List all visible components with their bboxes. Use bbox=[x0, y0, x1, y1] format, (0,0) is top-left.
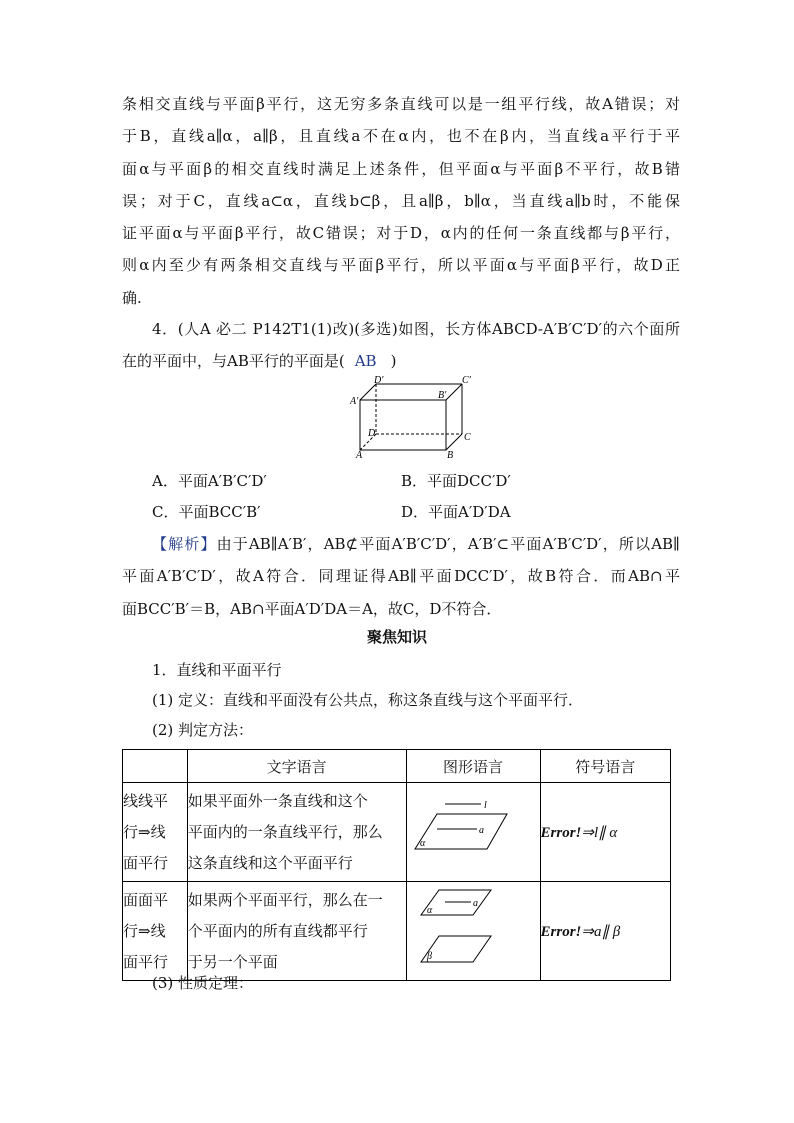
label-b-prime: B′ bbox=[438, 390, 447, 401]
label-d-prime: D′ bbox=[374, 375, 384, 386]
criteria-table bbox=[122, 749, 671, 981]
option-d: D．平面A′D′DA bbox=[401, 503, 511, 521]
question-4-stem: 在的平面中，与AB平行的平面是( bbox=[122, 352, 345, 371]
property-line: (3) 性质定理： bbox=[152, 974, 254, 992]
label-d: D bbox=[368, 428, 376, 439]
question-4 bbox=[122, 313, 680, 378]
row-1-symbol-rest: ⇒l∥ α bbox=[581, 824, 618, 841]
question-4-line-1: 4．(人A 必二 P142T1(1)改)(多选)如图，长方体ABCD-A′B′C′D′的六个面所 bbox=[152, 320, 680, 338]
section-item-1: 1．直线和平面平行 bbox=[152, 661, 282, 679]
row-1-name bbox=[123, 783, 188, 882]
question-4-answer: AB bbox=[354, 352, 377, 371]
intro-paragraph bbox=[122, 88, 680, 314]
analysis-line-1 bbox=[122, 528, 680, 560]
row-2-symbol bbox=[540, 882, 670, 981]
edge-a-prime-d-prime bbox=[360, 384, 376, 400]
analysis-tag: 【解析】 bbox=[152, 535, 217, 553]
row-2-text-line-1: 如果两个平面平行，那么在一 bbox=[187, 890, 383, 909]
row-2-name-line-3: 面平行 bbox=[123, 952, 169, 971]
row-2-figure-cell bbox=[406, 882, 540, 981]
row-1-name-line-3: 面平行 bbox=[123, 853, 169, 872]
row-1-name-line-2: 行⇒线 bbox=[123, 822, 166, 841]
row-1-text bbox=[187, 783, 406, 882]
definition-line: (1) 定义：直线和平面没有公共点，称这条直线与这个平面平行． bbox=[152, 691, 584, 709]
analysis bbox=[122, 528, 680, 625]
row-1-symbol bbox=[540, 783, 670, 882]
edge-b-prime-c-prime bbox=[446, 384, 462, 400]
method-line: (2) 判定方法： bbox=[152, 721, 254, 739]
label-a-prime: A′ bbox=[350, 396, 359, 407]
table-header-symbol: 符号语言 bbox=[540, 750, 670, 783]
label-beta: β bbox=[426, 951, 432, 962]
row-1-text-line-2: 平面内的一条直线平行，那么 bbox=[187, 822, 383, 841]
row-2-text-line-2: 个平面内的所有直线都平行 bbox=[187, 921, 368, 940]
row-2-name-line-2: 行⇒线 bbox=[123, 921, 166, 940]
row-1-figure bbox=[407, 783, 540, 877]
label-c-prime: C′ bbox=[462, 375, 471, 386]
row-2-figure bbox=[407, 882, 540, 976]
label-c: C bbox=[464, 432, 471, 443]
option-b: B．平面DCC′D′ bbox=[401, 472, 511, 490]
row-2-text bbox=[187, 882, 406, 981]
analysis-line-2: 平面A′B′C′D′，故A符合．同理证得AB∥平面DCC′D′，故B符合．而AB∩平 bbox=[122, 567, 680, 586]
intro-line-7: 确. bbox=[122, 288, 142, 307]
analysis-text-1: 由于AB∥A′B′，AB⊄平面A′B′C′D′，A′B′⊂平面A′B′C′D′，所以AB∥ bbox=[216, 535, 680, 553]
table-header-row bbox=[123, 750, 671, 783]
intro-line-3: 面α与平面β的相交直线时满足上述条件，但平面α与平面β不平行，故B错 bbox=[122, 159, 680, 178]
label-alpha: α bbox=[419, 838, 425, 849]
plane-alpha bbox=[415, 814, 507, 849]
label-alpha: α bbox=[426, 905, 432, 916]
intro-line-6: 则α内至少有两条相交直线与平面β平行，所以平面α与平面β平行，故D正 bbox=[122, 256, 680, 275]
row-2-text-line-3: 于另一个平面 bbox=[187, 952, 278, 971]
intro-line-5: 证平面α与平面β平行，故C错误；对于D，α内的任何一条直线都与β平行， bbox=[122, 224, 680, 243]
table-header-figure: 图形语言 bbox=[406, 750, 540, 783]
label-b: B bbox=[447, 450, 454, 460]
label-a: a bbox=[472, 898, 478, 909]
row-2-error: Error! bbox=[540, 923, 582, 940]
row-2-symbol-rest: ⇒a∥ β bbox=[581, 923, 621, 940]
intro-line-2: 于B，直线a∥α，a∥β，且直线a不在α内，也不在β内，当直线a平行于平 bbox=[122, 127, 680, 146]
question-4-line-2 bbox=[122, 345, 680, 377]
question-4-close-paren: ) bbox=[390, 352, 397, 371]
option-a: A．平面A′B′C′D′ bbox=[152, 472, 267, 490]
row-2-name bbox=[123, 882, 188, 981]
table-row bbox=[123, 882, 671, 981]
row-1-error: Error! bbox=[540, 824, 582, 841]
row-1-text-line-3: 这条直线和这个平面平行 bbox=[187, 853, 353, 872]
intro-line-1: 条相交直线与平面β平行，这无穷多条直线可以是一组平行线，故A错误；对 bbox=[122, 95, 680, 113]
front-face bbox=[360, 400, 446, 450]
cuboid-figure bbox=[350, 374, 480, 460]
intro-line-4: 误；对于C，直线a⊂α，直线b⊂β，且a∥β，b∥α，当直线a∥b时，不能保 bbox=[122, 191, 680, 210]
row-1-text-line-1: 如果平面外一条直线和这个 bbox=[187, 791, 368, 810]
label-a: a bbox=[478, 825, 484, 836]
row-1-name-line-1: 线线平 bbox=[123, 791, 169, 810]
label-l: l bbox=[483, 800, 487, 811]
row-2-name-line-1: 面面平 bbox=[123, 890, 169, 909]
analysis-line-3: 面BCC′B′＝B，AB∩平面A′D′DA＝A，故C，D不符合． bbox=[122, 599, 502, 618]
section-title: 聚焦知识 bbox=[366, 628, 427, 646]
label-a: A bbox=[356, 450, 363, 460]
edge-bc bbox=[446, 434, 462, 450]
option-c: C．平面BCC′B′ bbox=[152, 503, 261, 521]
table-header-empty bbox=[123, 750, 188, 783]
table-header-text: 文字语言 bbox=[187, 750, 406, 783]
table-row bbox=[123, 783, 671, 882]
row-1-figure-cell bbox=[406, 783, 540, 882]
